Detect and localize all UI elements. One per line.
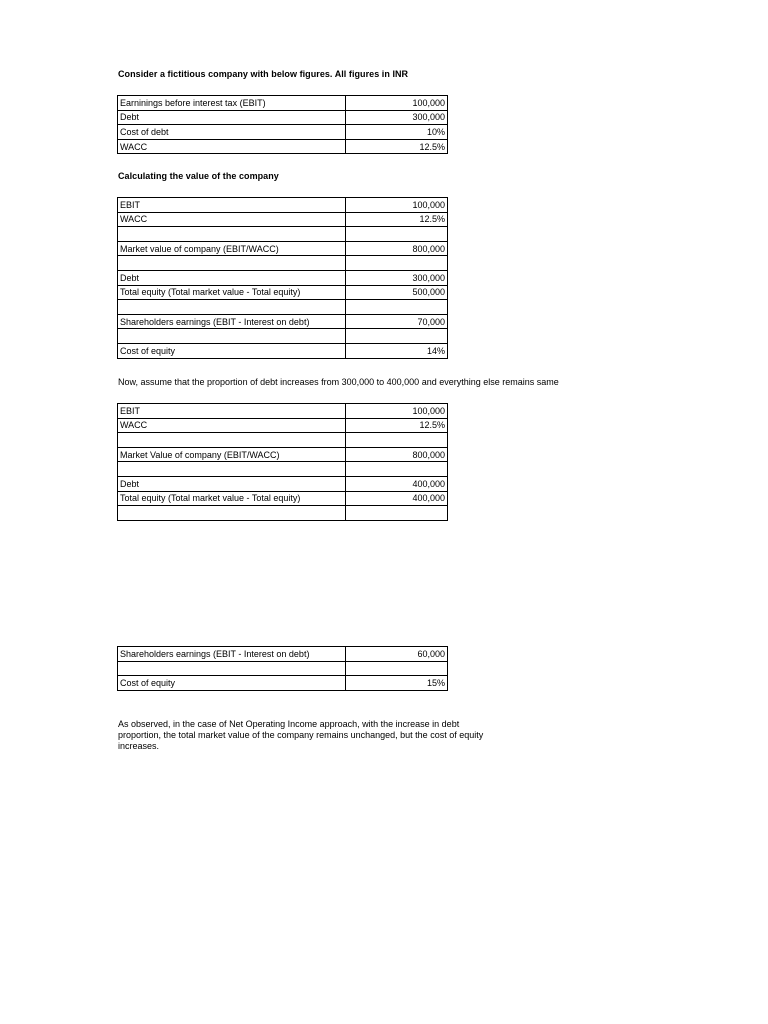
table-row: [118, 343, 448, 358]
increased-debt-valuation-table: [117, 403, 448, 521]
row-value: 500,000: [346, 285, 448, 300]
table-row: [118, 110, 448, 125]
table-row: [118, 418, 448, 433]
table-row: [118, 314, 448, 329]
row-value: [346, 433, 448, 448]
row-value: [346, 661, 448, 676]
row-label: WACC: [118, 139, 346, 154]
table-row: [118, 404, 448, 419]
table-row: [118, 241, 448, 256]
table-row: [118, 270, 448, 285]
row-label: Total equity (Total market value - Total equity): [118, 491, 346, 506]
row-label: [118, 300, 346, 315]
table-row: [118, 676, 448, 691]
conclusion-line: As observed, in the case of Net Operating Income approach, with the increase in debt: [118, 719, 460, 729]
row-value: 100,000: [346, 404, 448, 419]
table-row: [118, 447, 448, 462]
row-value: 12.5%: [346, 139, 448, 154]
row-value: 12.5%: [346, 212, 448, 227]
row-label: Cost of debt: [118, 125, 346, 140]
row-label: WACC: [118, 212, 346, 227]
table-row: [118, 433, 448, 448]
row-label: [118, 256, 346, 271]
row-label: Earninings before interest tax (EBIT): [118, 96, 346, 111]
row-label: Debt: [118, 110, 346, 125]
increased-debt-equity-table: [117, 646, 448, 691]
table-row: [118, 329, 448, 344]
row-label: WACC: [118, 418, 346, 433]
row-value: 400,000: [346, 491, 448, 506]
row-label: Market Value of company (EBIT/WACC): [118, 447, 346, 462]
valuation-heading: Calculating the value of the company: [118, 171, 279, 181]
table-row: [118, 227, 448, 242]
table-row: [118, 300, 448, 315]
row-label: Debt: [118, 270, 346, 285]
table-row: [118, 212, 448, 227]
row-value: 400,000: [346, 476, 448, 491]
row-value: [346, 506, 448, 521]
table-row: [118, 661, 448, 676]
row-label: [118, 227, 346, 242]
row-value: 14%: [346, 343, 448, 358]
row-label: [118, 506, 346, 521]
row-value: 70,000: [346, 314, 448, 329]
row-value: 300,000: [346, 270, 448, 285]
table-row: [118, 198, 448, 213]
intro-heading: Consider a fictitious company with below figures. All figures in INR: [118, 69, 409, 79]
conclusion-line: increases.: [118, 741, 160, 751]
row-label: [118, 462, 346, 477]
row-value: 800,000: [346, 447, 448, 462]
row-label: Debt: [118, 476, 346, 491]
company-valuation-table: [117, 197, 448, 359]
table-row: [118, 491, 448, 506]
row-label: [118, 433, 346, 448]
row-value: 60,000: [346, 647, 448, 662]
row-value: 10%: [346, 125, 448, 140]
row-label: Cost of equity: [118, 676, 346, 691]
table-row: [118, 256, 448, 271]
company-figures-table: [117, 95, 448, 154]
row-label: Cost of equity: [118, 343, 346, 358]
table-row: [118, 647, 448, 662]
debt-increase-note: Now, assume that the proportion of debt increases from 300,000 to 400,000 and everything else remains same: [118, 377, 559, 387]
row-value: 300,000: [346, 110, 448, 125]
row-value: 800,000: [346, 241, 448, 256]
conclusion-paragraph: [118, 719, 538, 752]
row-value: 12.5%: [346, 418, 448, 433]
conclusion-line: proportion, the total market value of the company remains unchanged, but the cost of equity: [118, 730, 484, 740]
table-row: [118, 96, 448, 111]
table-row: [118, 476, 448, 491]
row-label: Shareholders earnings (EBIT - Interest on debt): [118, 647, 346, 662]
row-value: [346, 329, 448, 344]
table-row: [118, 125, 448, 140]
row-value: 15%: [346, 676, 448, 691]
row-label: [118, 329, 346, 344]
row-value: [346, 300, 448, 315]
row-value: [346, 227, 448, 242]
row-value: 100,000: [346, 96, 448, 111]
table-row: [118, 506, 448, 521]
row-value: 100,000: [346, 198, 448, 213]
row-label: [118, 661, 346, 676]
row-value: [346, 462, 448, 477]
table-row: [118, 139, 448, 154]
row-label: EBIT: [118, 404, 346, 419]
table-row: [118, 462, 448, 477]
row-label: Market value of company (EBIT/WACC): [118, 241, 346, 256]
row-label: Total equity (Total market value - Total equity): [118, 285, 346, 300]
row-value: [346, 256, 448, 271]
row-label: Shareholders earnings (EBIT - Interest on debt): [118, 314, 346, 329]
table-row: [118, 285, 448, 300]
row-label: EBIT: [118, 198, 346, 213]
